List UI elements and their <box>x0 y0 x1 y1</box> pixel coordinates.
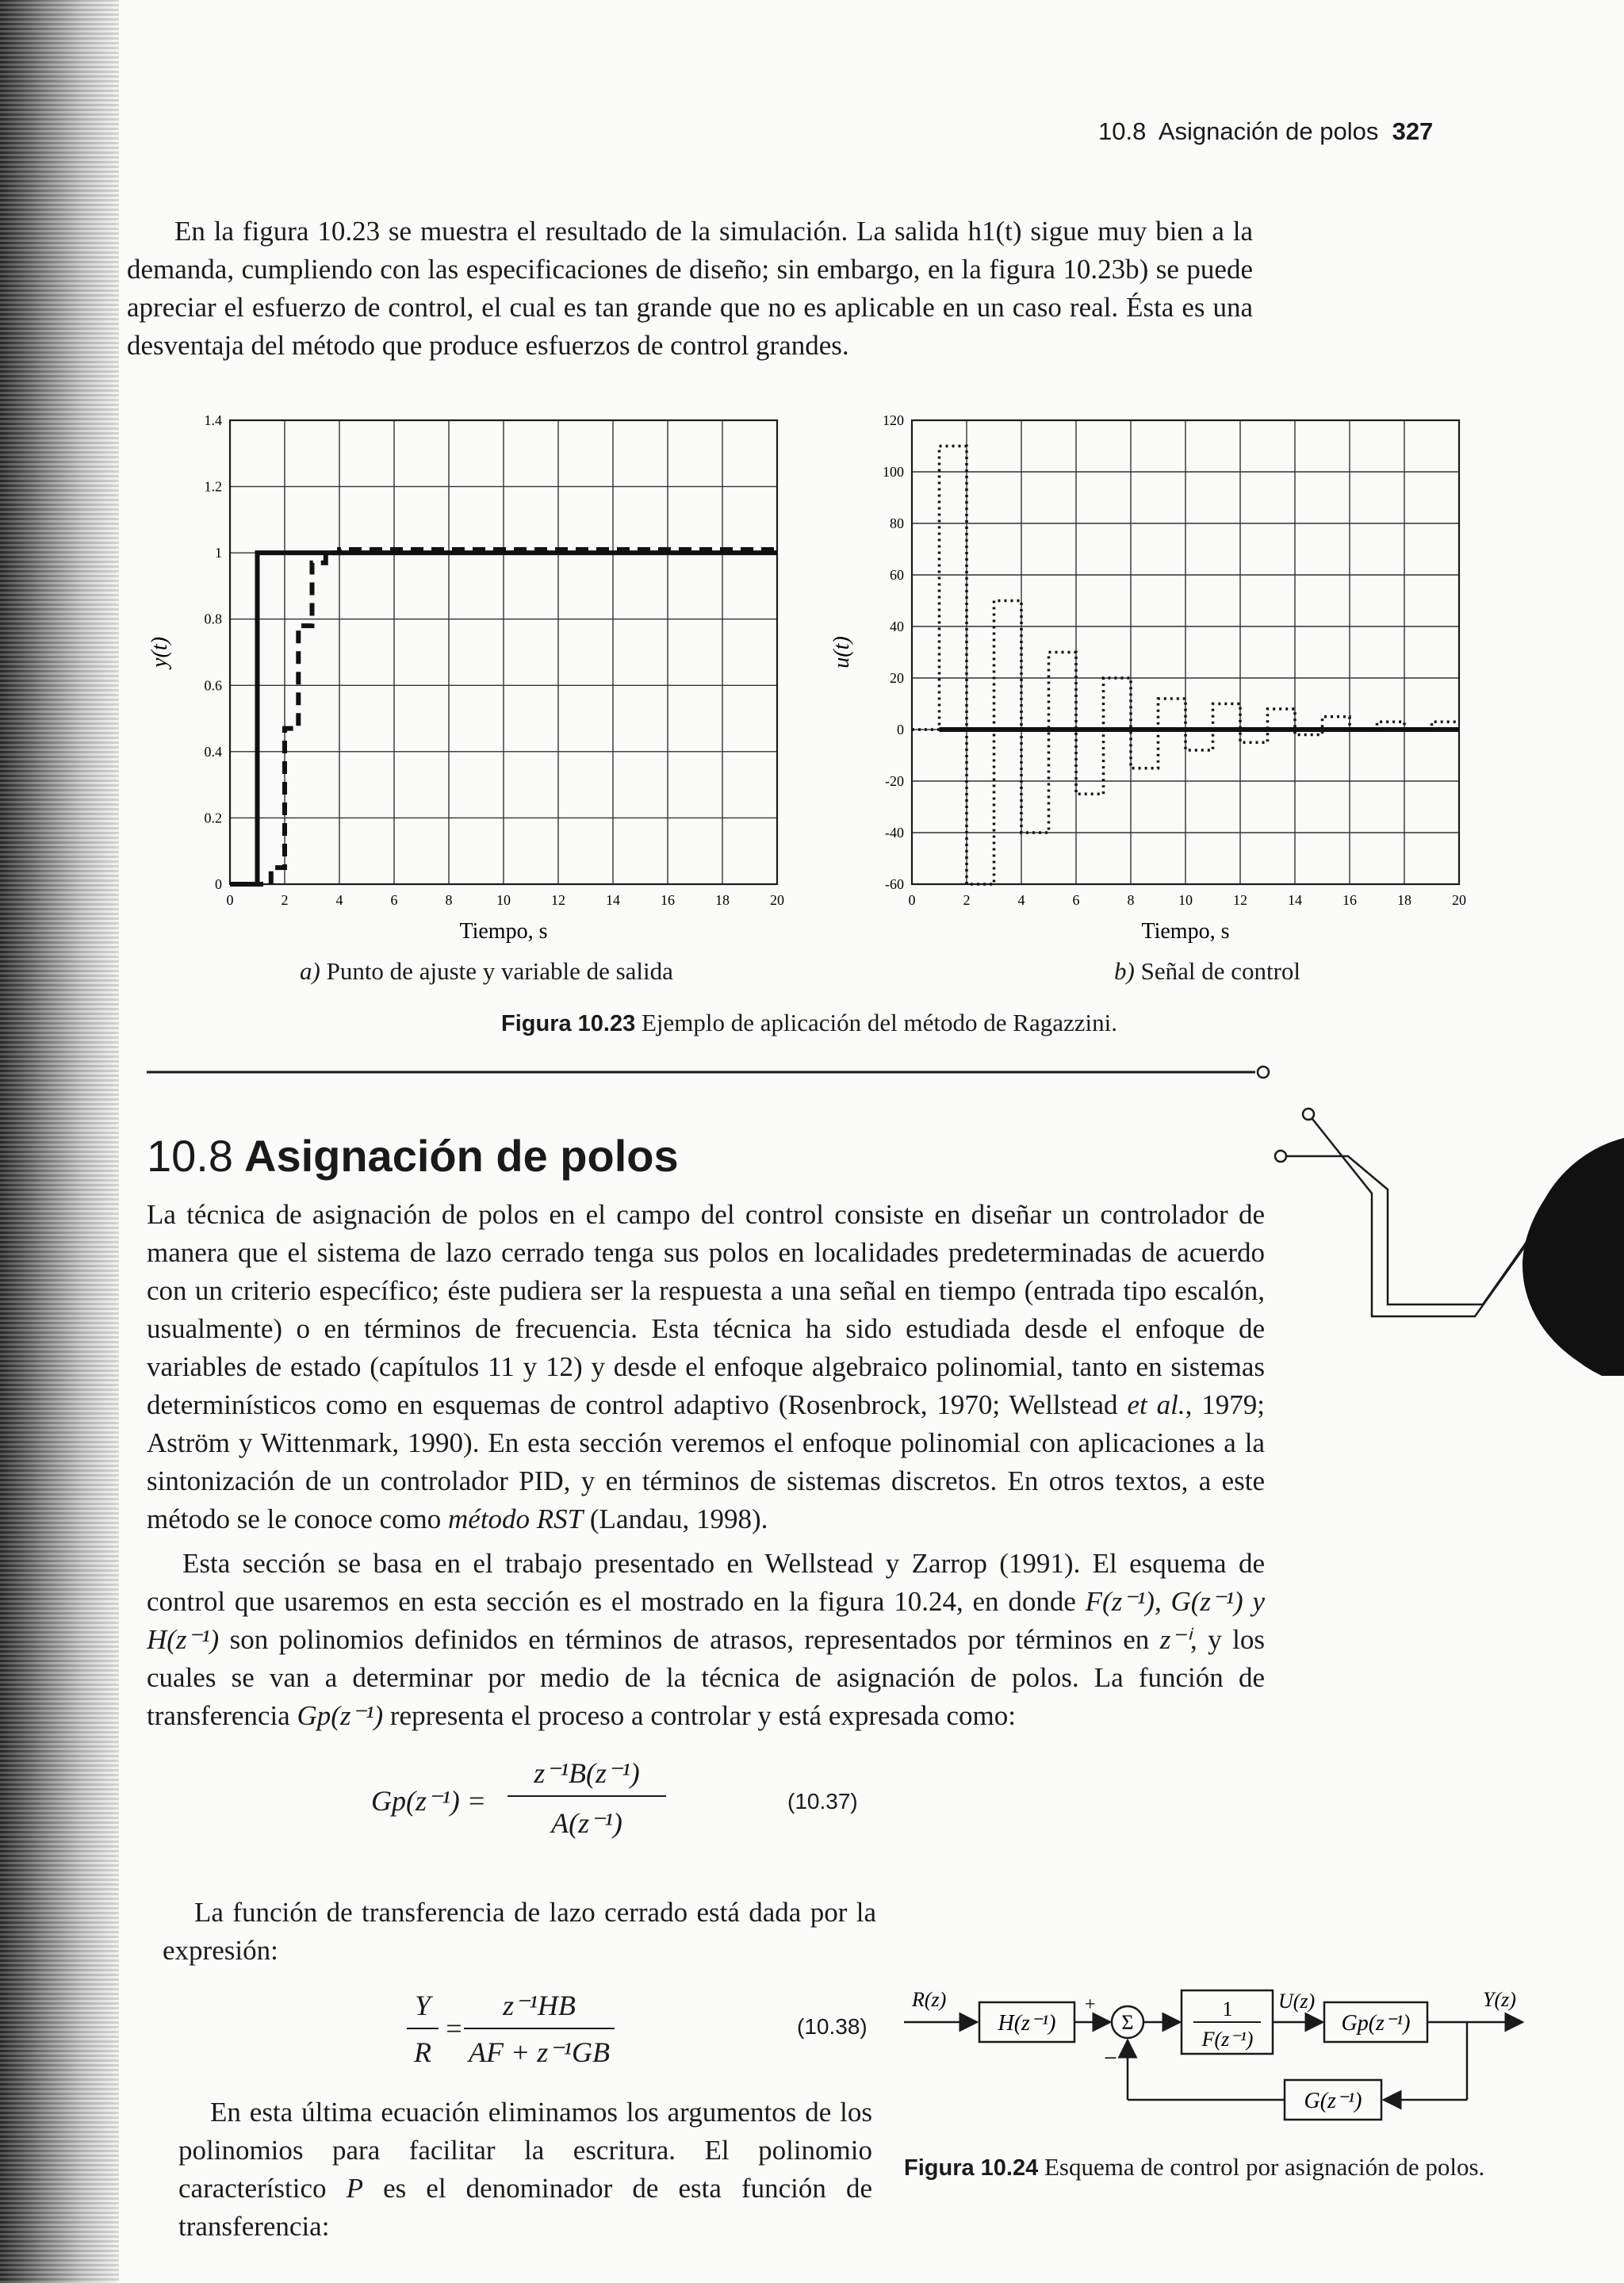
figure-10-23 <box>143 412 1491 1047</box>
paragraph-3-text: La función de transferencia de lazo cerrado está dada por la expresión: <box>163 1897 876 1966</box>
body-paragraph-3 <box>163 1894 876 1970</box>
body-paragraph-1 <box>147 1196 1265 1538</box>
x-tick-label: 16 <box>661 892 675 908</box>
p1-part-b: , 1979; Aström y Wittenmark, 1990). En esta sección veremos el enfoque polinomial con aplicaciones a la sintonización de un controlador PID, y en términos de sistemas discretos. En otros textos, a este método se le conoce como <box>147 1389 1265 1534</box>
y-tick-label: 0.4 <box>204 743 222 760</box>
subcaption-a-letter: a) <box>300 957 320 985</box>
intro-paragraph <box>127 213 1253 365</box>
eq-10-38-lhs-num: Y <box>414 1990 431 2021</box>
p2-polynomials: F(z⁻¹), G(z⁻¹) y H(z⁻¹) <box>147 1586 1265 1655</box>
block-f-denominator: F(z⁻¹) <box>1201 2028 1254 2051</box>
y-tick-label: 0.2 <box>204 810 222 826</box>
p2-part-c: , y los cuales se van a determinar por medio de la técnica de asignación de polos. La función de transferencia <box>147 1624 1265 1731</box>
x-tick-label: 4 <box>1017 892 1025 908</box>
p2-part-d: representa el proceso a controlar y está expresada como: <box>383 1700 1016 1731</box>
x-tick-label: 18 <box>715 892 730 908</box>
y-tick-label: -60 <box>885 876 904 892</box>
body-paragraph-4 <box>178 2093 872 2246</box>
eq-10-38-fraction-bar <box>464 2028 615 2029</box>
signal-y-label: Y(z) <box>1483 1988 1516 2011</box>
eq-10-38-numerator: z⁻¹HB <box>503 1990 576 2021</box>
section-divider <box>147 1063 1273 1082</box>
figure-10-23-caption-text: Ejemplo de aplicación del método de Ragazzini. <box>642 1009 1117 1036</box>
running-head-title: Asignación de polos <box>1158 117 1379 145</box>
x-axis-label: Tiempo, s <box>1141 919 1230 944</box>
signal-u-label: U(z) <box>1278 1990 1316 2013</box>
page-number: 327 <box>1392 117 1434 145</box>
y-tick-label: 100 <box>883 464 904 480</box>
paragraph-4-text <box>178 2093 872 2246</box>
x-tick-label: 10 <box>1178 892 1193 908</box>
y-tick-label: -40 <box>885 825 904 841</box>
p4-P: P <box>346 2173 363 2204</box>
y-tick-label: 40 <box>890 619 904 634</box>
p2-z-i: z⁻ⁱ <box>1159 1624 1191 1655</box>
y-tick-label: 0.6 <box>204 677 222 694</box>
x-tick-label: 6 <box>1072 892 1080 908</box>
y-tick-label: -20 <box>885 773 904 789</box>
subcaption-b <box>1114 957 1300 986</box>
eq-10-38-equals: = <box>444 2013 464 2044</box>
p2-part-a: Esta sección se basa en el trabajo presentado en Wellstead y Zarrop (1991). El esquema de control que usaremos en esta sección es el mostrado en la figura 10.24, en donde <box>147 1548 1265 1617</box>
x-tick-label: 16 <box>1342 892 1357 908</box>
running-head <box>1098 117 1433 146</box>
y-tick-label: 60 <box>890 567 904 583</box>
p2-gp: Gp(z⁻¹) <box>297 1700 384 1731</box>
paragraph-2-text <box>147 1545 1265 1735</box>
figure-10-24-diagram <box>888 1959 1554 2149</box>
y-tick-label: 1 <box>215 545 222 561</box>
subcaption-b-text: Señal de control <box>1140 957 1301 985</box>
block-f-numerator: 1 <box>1222 1998 1233 2021</box>
x-tick-label: 8 <box>445 892 453 908</box>
p1-part-a: La técnica de asignación de polos en el campo del control consiste en diseñar un controlador de manera que el sistema de lazo cerrado tenga sus polos en localidades predeterminadas de acuerdo con un criterio específico; éste pudiera ser la respuesta a una señal en tiempo (entrada tipo escalón, usualmente) o en términos de frecuencia. Esta técnica ha sido estudiada desde el enfoque de variables de estado (capítulos 11 y 12) y desde el enfoque algebraico polinomial, tanto en sistemas determinísticos como en esquemas de control adaptivo (Rosenbrock, 1970; Wellstead <box>147 1199 1265 1420</box>
eq-10-37-fraction-bar <box>508 1795 666 1797</box>
x-tick-label: 14 <box>606 892 620 908</box>
y-tick-label: 1.4 <box>204 412 222 428</box>
y-axis-label: u(t) <box>829 636 854 668</box>
x-tick-label: 14 <box>1288 892 1302 908</box>
eq-10-37-numerator: z⁻¹B(z⁻¹) <box>534 1757 640 1789</box>
x-tick-label: 2 <box>963 892 971 908</box>
figure-10-24-caption-text: Esquema de control por asignación de polos. <box>1044 2153 1485 2181</box>
body-paragraph-2 <box>147 1545 1265 1735</box>
y-tick-label: 80 <box>890 515 904 531</box>
sum-plus-sign: + <box>1085 1994 1096 2015</box>
section-number: 10.8 <box>147 1131 233 1181</box>
figure-10-23-label: Figura 10.23 <box>501 1011 636 1036</box>
p2-part-b: son polinomios definidos en términos de atrasos, representados por términos en <box>219 1624 1160 1655</box>
subcaption-a-text: Punto de ajuste y variable de salida <box>326 957 673 985</box>
y-tick-label: 0.8 <box>204 611 222 627</box>
sum-minus-sign: − <box>1104 2045 1117 2071</box>
y-tick-label: 0 <box>897 722 904 737</box>
y-tick-label: 20 <box>890 670 904 686</box>
y-tick-label: 120 <box>883 412 904 428</box>
x-tick-label: 2 <box>281 892 289 908</box>
y-tick-label: 0 <box>215 876 222 892</box>
figure-10-24-label: Figura 10.24 <box>904 2155 1039 2181</box>
x-tick-label: 10 <box>496 892 511 908</box>
x-tick-label: 20 <box>1452 892 1466 908</box>
x-tick-label: 12 <box>1233 892 1247 908</box>
x-tick-label: 0 <box>226 892 234 908</box>
p1-part-c: (Landau, 1998). <box>583 1503 768 1534</box>
p4-part-b: es el denominador de esta función de transferencia: <box>178 2173 872 2242</box>
running-head-section: 10.8 <box>1098 117 1147 145</box>
eq-10-38-number: (10.38) <box>797 2014 868 2039</box>
eq-10-38-denominator: AF + z⁻¹GB <box>468 2036 611 2068</box>
chart-a-setpoint-output <box>147 412 784 944</box>
book-spine-shadow <box>0 0 119 2283</box>
eq-10-37-number: (10.37) <box>787 1789 858 1814</box>
y-axis-label: y(t) <box>147 637 172 668</box>
eq-10-37-lhs: Gp(z⁻¹) = <box>371 1785 487 1817</box>
x-tick-label: 8 <box>1127 892 1135 908</box>
subcaption-b-letter: b) <box>1114 957 1135 985</box>
p4-part-a: En esta última ecuación eliminamos los argumentos de los polinomios para facilitar la escritura. El polinomio característico <box>178 2097 872 2204</box>
intro-text: En la figura 10.23 se muestra el resultado de la simulación. La salida h1(t) sigue muy bien a la demanda, cumpliendo con las especificaciones de diseño; sin embargo, en la figura 10.23b) se puede apreciar el esfuerzo de control, el cual es tan grande que no es aplicable en un caso real. Ésta es una desventaja del método que produce esfuerzos de control grandes. <box>127 216 1253 361</box>
subcaption-a <box>300 957 673 986</box>
signal-r-label: R(z) <box>912 1988 947 2011</box>
y-tick-label: 1.2 <box>204 478 222 495</box>
x-tick-label: 20 <box>770 892 784 908</box>
block-gp-label: Gp(z⁻¹) <box>1341 2011 1411 2036</box>
decorative-circuit-icon <box>1269 1106 1624 1376</box>
p1-rst: método RST <box>448 1503 584 1534</box>
section-title: Asignación de polos <box>244 1131 679 1181</box>
x-tick-label: 18 <box>1397 892 1411 908</box>
x-tick-label: 6 <box>390 892 398 908</box>
eq-10-38-lhs-bar <box>407 2028 439 2029</box>
x-tick-label: 4 <box>335 892 343 908</box>
sum-symbol: Σ <box>1121 2011 1134 2034</box>
x-axis-label: Tiempo, s <box>459 919 548 944</box>
figure-10-24-caption <box>904 2153 1538 2181</box>
eq-10-38-lhs-den: R <box>414 2036 431 2068</box>
chart-b-control-signal <box>829 412 1466 944</box>
section-heading <box>147 1130 679 1182</box>
block-g-label: G(z⁻¹) <box>1304 2089 1362 2113</box>
x-tick-label: 12 <box>551 892 565 908</box>
figure-10-23-caption <box>501 1009 1117 1037</box>
x-tick-label: 0 <box>908 892 916 908</box>
block-h-label: H(z⁻¹) <box>998 2011 1056 2036</box>
paragraph-1-text <box>147 1196 1265 1538</box>
eq-10-37-denominator: A(z⁻¹) <box>551 1807 622 1839</box>
p1-et-al: et al. <box>1127 1389 1185 1420</box>
